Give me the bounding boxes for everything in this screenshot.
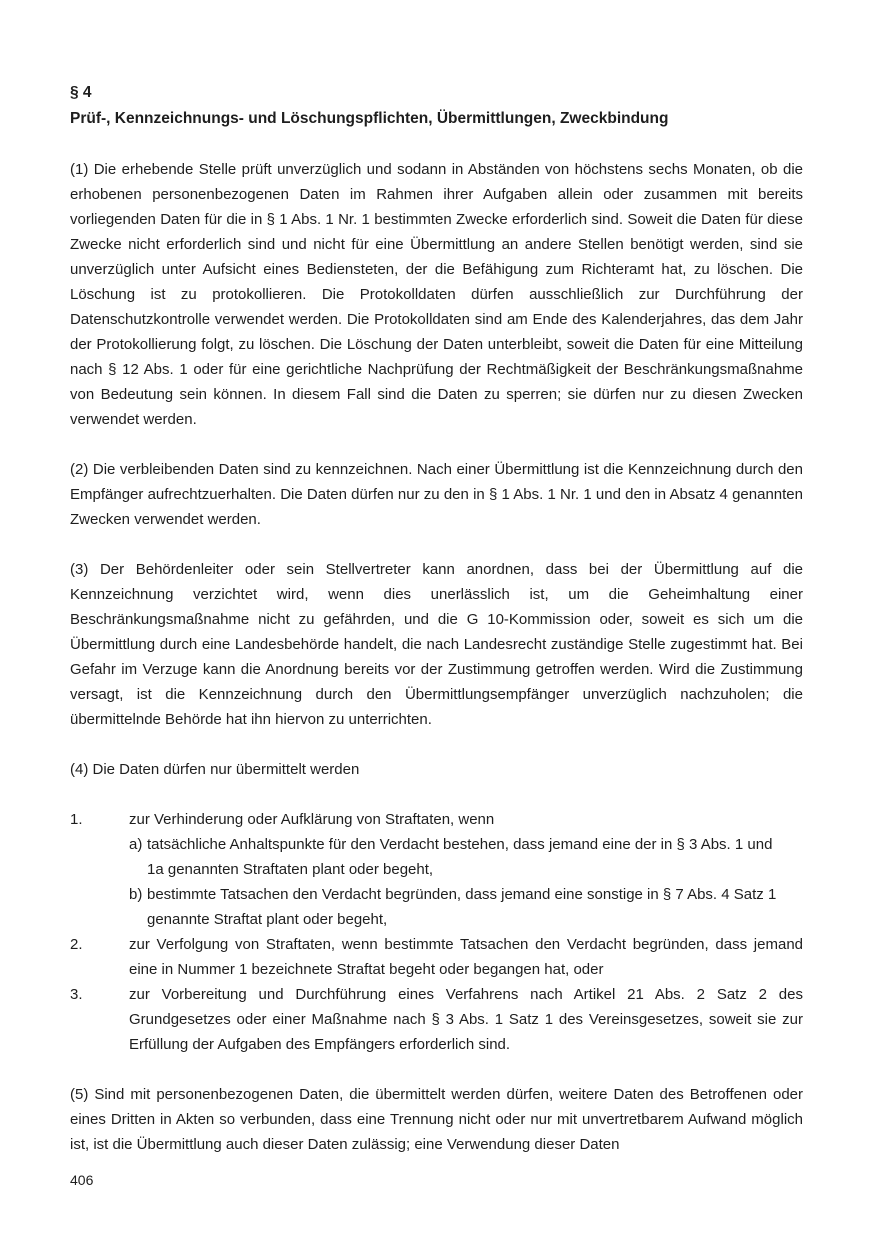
spacer: [70, 432, 803, 457]
paragraph-5: (5) Sind mit personenbezogenen Daten, die übermittelt werden dürfen, weitere Daten des Betroffenen oder eines Dritten in Akten so verbunden, dass eine Trennung nicht oder nur mit unvertretbarem Aufwand möglich ist, ist die Übermittlung auch dieser Daten zulässig; eine Verwendung dieser Daten: [70, 1086, 803, 1153]
spacer: [70, 732, 803, 757]
list-item-2: [70, 932, 803, 982]
transmission-purpose-list: [70, 807, 803, 1057]
paragraph-2: (2) Die verbleibenden Daten sind zu kennzeichnen. Nach einer Übermittlung ist die Kennzeichnung durch den Empfänger aufrechtzuerhalten. Die Daten dürfen nur zu den in § 1 Abs. 1 Nr. 1 und den in Absatz 4 genannten Zwecken verwendet werden.: [70, 461, 803, 528]
list-subitem-b: [70, 882, 803, 932]
spacer: [70, 132, 803, 157]
list-subitem-a: [70, 832, 803, 882]
section-number: § 4: [70, 84, 92, 101]
list-item-3: [70, 982, 803, 1057]
list-item-text: zur Verhinderung oder Aufklärung von Straftaten, wenn: [129, 811, 495, 828]
paragraph-4-intro: (4) Die Daten dürfen nur übermittelt werden: [70, 761, 360, 778]
spacer: [70, 532, 803, 557]
paragraph-3: (3) Der Behördenleiter oder sein Stellvertreter kann anordnen, dass bei der Übermittlung auf die Kennzeichnung verzichtet wird, wenn dies unerlässlich ist, um die Geheimhaltung einer Beschränkungsmaßnahme nicht zu gefährden, und die G 10-Kommission oder, soweit es sich um die Übermittlung durch eine Landesbehörde handelt, die nach Landesrecht zuständige Stelle zugestimmt hat. Bei Gefahr im Verzuge kann die Anordnung bereits vor der Zustimmung getroffen werden. Wird die Zustimmung versagt, ist die Kennzeichnung durch den Übermittlungsempfänger unverzüglich nachzuholen; die übermittelnde Behörde hat ihn hiervon zu unterrichten.: [70, 561, 803, 728]
page-number: 406: [70, 1172, 94, 1188]
section-title: Prüf-, Kennzeichnungs- und Löschungspflichten, Übermittlungen, Zweckbindung: [70, 110, 669, 127]
paragraph-1: (1) Die erhebende Stelle prüft unverzüglich und sodann in Abständen von höchstens sechs Monaten, ob die erhobenen personenbezogenen Daten im Rahmen ihrer Aufgaben allein oder zusammen mit bereits vorliegenden Daten für die in § 1 Abs. 1 Nr. 1 bestimmten Zwecke erforderlich sind. Soweit die Daten für diese Zwecke nicht erforderlich sind und nicht für eine Übermittlung an andere Stellen benötigt werden, sind sie unverzüglich unter Aufsicht eines Bediensteten, der die Befähigung zum Richteramt hat, zu löschen. Die Löschung ist zu protokollieren. Die Protokolldaten dürfen ausschließlich zur Durchführung der Datenschutzkontrolle verwendet werden. Die Protokolldaten sind am Ende des Kalenderjahres, das dem Jahr der Protokollierung folgt, zu löschen. Die Löschung der Daten unterbleibt, soweit die Daten für eine Mitteilung nach § 12 Abs. 1 oder für eine gerichtliche Nachprüfung der Rechtmäßigkeit der Beschränkungsmaßnahme von Bedeutung sein können. In diesem Fall sind die Daten zu sperren; sie dürfen nur zu diesen Zwecken verwendet werden.: [70, 161, 803, 428]
list-item-number: 1.: [70, 811, 83, 828]
spacer: [70, 1057, 803, 1082]
list-item-text: zur Vorbereitung und Durchführung eines Verfahrens nach Artikel 21 Abs. 2 Satz 2 des Grundgesetzes oder einer Maßnahme nach § 3 Abs. 1 Satz 1 des Vereinsgesetzes, soweit sie zur Erfüllung der Aufgaben des Empfängers erforderlich sind.: [129, 986, 803, 1053]
subitem-letter: b): [129, 886, 143, 903]
list-item-number: 3.: [70, 986, 83, 1003]
subitem-text: tatsächliche Anhaltspunkte für den Verdacht bestehen, dass jemand eine der in § 3 Abs. 1 und 1a genannten Straftaten plant oder begeht,: [147, 836, 773, 878]
spacer: [70, 782, 803, 807]
list-item-text: zur Verfolgung von Straftaten, wenn bestimmte Tatsachen den Verdacht begründen, dass jemand eine in Nummer 1 bezeichnete Straftat begeht oder begangen hat, oder: [129, 936, 803, 978]
document-page: [70, 78, 803, 1157]
list-item-1: [70, 807, 803, 832]
subitem-text: bestimmte Tatsachen den Verdacht begründen, dass jemand eine sonstige in § 7 Abs. 4 Satz 1 genannte Straftat plant oder begeht,: [147, 886, 777, 928]
subitem-letter: a): [129, 836, 143, 853]
list-item-number: 2.: [70, 936, 83, 953]
